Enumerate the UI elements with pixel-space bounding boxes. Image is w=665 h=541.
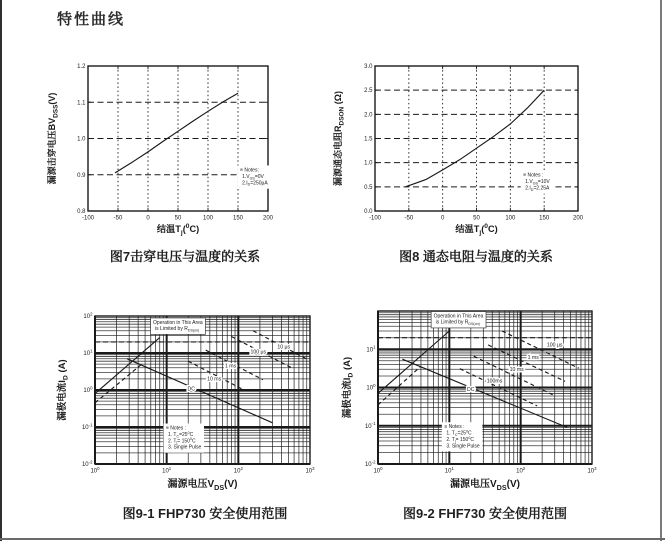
svg-text:150: 150 (232, 215, 244, 222)
svg-text:1 ms: 1 ms (527, 354, 539, 361)
svg-text:200: 200 (572, 215, 584, 222)
svg-text:2. Tj= 1500C: 2. $T_j= 150^0C$ (167, 437, 196, 445)
svg-text:1 ms: 1 ms (224, 363, 237, 370)
svg-text:50: 50 (473, 215, 480, 222)
svg-text:1. TC=250C: 1. $T_C=25^0C$ (167, 430, 194, 439)
svg-text:101: $10^1$ (366, 344, 376, 354)
svg-text:100ms: 100ms (486, 378, 503, 385)
svg-text:1.1: 1.1 (77, 100, 86, 107)
svg-text:100 μs: 100 μs (250, 349, 267, 356)
svg-text:DC: DC (187, 386, 195, 393)
chart-breakdown-voltage-vs-temperature (40, 58, 330, 250)
svg-text:-50: -50 (404, 215, 414, 222)
svg-text:150: 150 (539, 215, 550, 222)
svg-text:1.0: 1.0 (77, 136, 86, 143)
svg-text:Operation in This Area: Operation in This Area (433, 313, 484, 320)
svg-text:50: 50 (174, 215, 182, 222)
svg-text:0.0: 0.0 (364, 209, 373, 215)
svg-text:≡ Notes :: ≡ Notes : (444, 424, 465, 431)
chart-fhp730-safe-operating-area (50, 300, 350, 498)
caption-fig8: 图8 通态电阻与温度的关系 (399, 249, 553, 264)
figure-fhf730-safe-operating-area (335, 300, 635, 498)
svg-text:3. Single Pulse: 3. Single Pulse (167, 444, 202, 451)
svg-text:10-2: $10^{-2}$ (81, 459, 93, 468)
svg-text:2. Tj= 1500C: 2. $T_j= 150^0C$ (446, 435, 474, 444)
svg-text:200: 200 (262, 215, 274, 222)
svg-text:2.ID=250μA: $2.I_D=250\mu A$ (242, 180, 268, 187)
svg-text:0: 0 (146, 215, 150, 222)
svg-text:2.5: 2.5 (364, 88, 373, 95)
svg-text:10-2: $10^{-2}$ (364, 459, 376, 468)
svg-text:0.9: 0.9 (77, 172, 86, 179)
svg-text:1.VGS=10V: $1.V_{GS}=10V$ (525, 178, 550, 186)
chart-on-resistance-vs-temperature (330, 58, 622, 250)
svg-text:0.5: 0.5 (364, 184, 373, 191)
page-right-border (660, 0, 662, 541)
svg-text:101: $10^1$ (444, 465, 454, 475)
svg-text:2.0: 2.0 (364, 112, 373, 119)
svg-text:103: $10^3$ (587, 465, 597, 475)
svg-text:101: $10^1$ (162, 465, 172, 475)
chart-fhf730-safe-operating-area (335, 300, 635, 498)
svg-text:2.ID=2.25A: $2.I_D=2.25A$ (525, 185, 550, 192)
page-title: 特性曲线 (57, 11, 126, 28)
svg-text:漏源击穿电压BVDSS(V): 漏源击穿电压$BV_{DSS}(V)$ (47, 92, 60, 185)
svg-text:3.0: 3.0 (364, 64, 373, 70)
figure-breakdown-voltage-vs-temperature (40, 58, 330, 250)
svg-text:3. Single Pulse: 3. Single Pulse (446, 443, 480, 450)
page-left-border (0, 0, 2, 541)
caption-fig9-1: 图9-1 FHP730 安全使用范围 (122, 506, 288, 521)
svg-text:100: 100 (505, 215, 516, 222)
svg-text:10-1: $10^{-1}$ (364, 421, 376, 430)
svg-text:102: $10^2$ (83, 311, 93, 320)
svg-text:-100: -100 (368, 215, 382, 222)
svg-text:漏源电压VDS(V): 漏源电压$V_{DS}(V)$ (167, 479, 238, 492)
svg-text:100: $10^0$ (373, 465, 383, 475)
svg-text:100: $10^0$ (90, 465, 100, 475)
svg-text:漏极电流ID (A): 漏极电流$I_D$ (A) (57, 359, 70, 421)
svg-text:102: $10^2$ (516, 465, 526, 475)
svg-text:DC: DC (467, 387, 475, 394)
svg-text:Operation in This Area: Operation in This Area (153, 319, 203, 326)
svg-text:1.0: 1.0 (364, 160, 373, 167)
svg-text:is Limited by RDS(on): is Limited by $R_{DS(on)}$ (155, 325, 200, 333)
svg-text:1.VGS=0V: $1.V_{GS}=0V$ (242, 173, 264, 181)
svg-text:101: $10^1$ (83, 348, 93, 357)
page-bottom-border (0, 538, 665, 540)
svg-text:-100: -100 (81, 215, 95, 222)
svg-text:102: $10^2$ (233, 465, 243, 475)
svg-text:is Limited by RDS(on): is Limited by $R_{DS(on)}$ (435, 319, 480, 326)
svg-text:漏源通态电阻RDSON (Ω): 漏源通态电阻$R_{DSON}$ (Ω) (333, 91, 346, 186)
svg-text:漏极电流ID (A): 漏极电流$I_D$ (A) (342, 356, 355, 419)
svg-text:100: $10^0$ (366, 382, 376, 392)
svg-text:1.5: 1.5 (364, 136, 373, 143)
svg-text:≡ Notes :: ≡ Notes : (523, 172, 544, 179)
svg-text:0: 0 (440, 215, 445, 222)
svg-text:100 μs: 100 μs (546, 342, 563, 349)
svg-text:1.2: 1.2 (77, 64, 86, 70)
figure-on-resistance-vs-temperature (330, 58, 622, 250)
svg-text:漏源电压VDS(V): 漏源电压$V_{DS}(V)$ (449, 479, 521, 492)
svg-text:结温Tj(0C): 结温$T_j(^0C)$ (156, 223, 200, 237)
svg-text:1. TC=250C: 1. $T_C=25^0C$ (446, 429, 472, 438)
figure-fhp730-safe-operating-area (50, 300, 350, 498)
svg-text:结温Tj(0C): 结温$T_j(^0C)$ (455, 223, 498, 237)
svg-text:≡ Notes :: ≡ Notes : (165, 425, 187, 432)
svg-text:103: $10^3$ (305, 465, 315, 475)
svg-text:100: 100 (202, 215, 214, 222)
svg-text:0.8: 0.8 (77, 209, 86, 215)
svg-text:100: $10^0$ (83, 385, 93, 394)
caption-fig7: 图7击穿电压与温度的关系 (109, 249, 261, 264)
svg-text:10-1: $10^{-1}$ (81, 422, 93, 431)
svg-text:10 ms: 10 ms (509, 367, 524, 374)
caption-fig9-2: 图9-2 FHF730 安全使用范围 (403, 506, 567, 521)
svg-text:-50: -50 (113, 215, 123, 222)
svg-text:≡ Notes:: ≡ Notes: (240, 167, 259, 174)
svg-text:10 μs: 10 μs (277, 344, 291, 351)
svg-text:10 ms: 10 ms (207, 376, 222, 383)
